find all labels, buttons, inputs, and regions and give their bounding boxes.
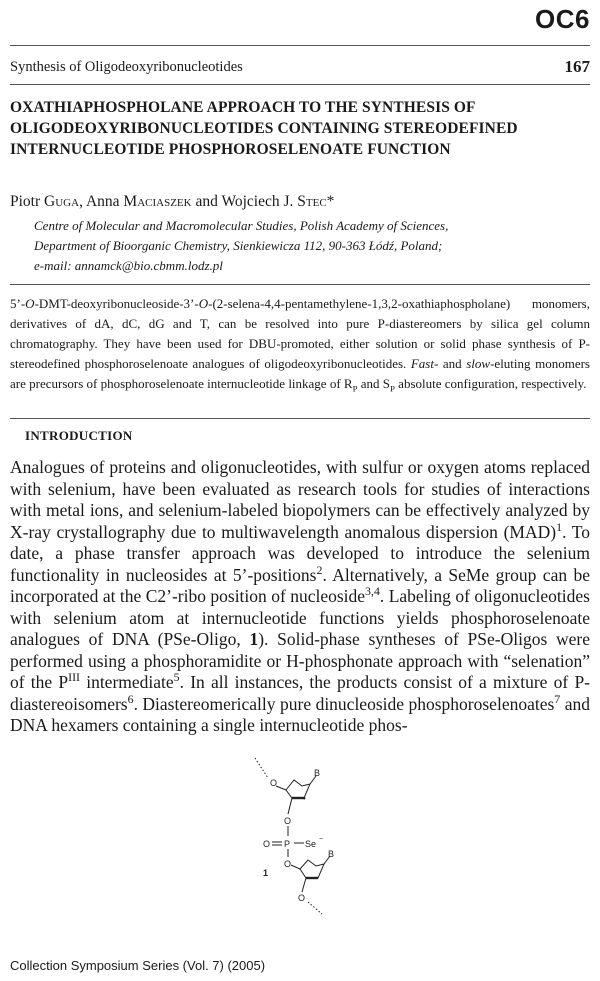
author-given-name: Piotr: [10, 193, 45, 210]
citation: 1: [556, 519, 563, 534]
author-given-name: Anna: [85, 193, 124, 210]
charge-label: −: [319, 836, 324, 843]
article-title: [10, 97, 590, 160]
title-line: INTERNUCLEOTIDE PHOSPHOROSELENOATE FUNCTION: [10, 141, 451, 158]
compound-ref: 1: [249, 629, 259, 649]
author-separator: and: [191, 193, 222, 210]
top-rule: [10, 45, 590, 46]
oxygen-label: O: [284, 816, 292, 826]
abstract-bottom-rule: [10, 418, 590, 419]
title-line: OXATHIAPHOSPHOLANE APPROACH TO THE SYNTHESIS OF: [10, 99, 476, 116]
affiliation-line: Department of Bioorganic Chemistry, Sienkiewicza 112, 90-363 Łódź, Poland;: [34, 238, 443, 253]
oxygen-label: O: [284, 859, 292, 869]
author-surname: Guga: [44, 193, 80, 210]
running-header: [10, 59, 590, 76]
compound-number: 1: [263, 868, 269, 878]
affiliation-line: Centre of Molecular and Macromolecular Studies, Polish Academy of Sciences,: [34, 218, 449, 233]
affiliation-email: e-mail: annamck@bio.cbmm.lodz.pl: [34, 258, 223, 273]
title-line: OLIGODEOXYRIBONUCLEOTIDES CONTAINING STEREODEFINED: [10, 120, 518, 137]
abstract-top-rule: [10, 284, 590, 285]
corresponding-author-mark: *: [326, 193, 335, 210]
introduction-text: Analogues of proteins and oligonucleotides, with sulfur or oxygen atoms replaced with selenium, have been evaluated as research tools for studies of interactions with metal ions, and selenium-labeled biopolymers can be effectively analyzed by X-ray crystallography due to multiwavelength anomalous dispersion (MAD)$^1$. To date, a phase transfer approach was developed to introduce the selenium functionality in nucleosides at 5’-positions$^2$. Alternatively, a SeMe group can be incorporated at the C2’-ribo position of nucleoside$^{3,4}$. Labeling of oligonucleotides with selenium atom at internucleotide functions yields phosphoroselenoate analogues of DNA (PSe-Oligo, 1). Solid-phase syntheses of PSe-Oligos were performed using a phosphoramidite or H-phosphonate approach with “selenation” of the $P^{III}$ intermediate$^5$. In all instances, the products consist of a mixture of P-diastereoisomers$^6$. Diastereomerically pure dinucleoside phosphoroselenoates$^7$ and DNA hexamers containing a single internucleotide phos-: [10, 457, 591, 735]
compound-1-structure: [250, 756, 350, 916]
author-list: [10, 193, 590, 211]
selenium-label: Se: [305, 839, 317, 849]
citation: 7: [554, 691, 561, 706]
abstract: 5’-O-DMT-deoxyribonucleoside-3’-O-(2-selena-4,4-pentamethylene-1,3,2-oxathiaphospholane) monomers, derivatives of dA, dC, dG and T, can be resolved into pure P-diastereomers by silica gel column chromatography. They have been used for DBU-promoted, either solution or solid phase synthesis of P-stereodefined phosphoroselenoate analogues of oligodeoxyribonucleotides. Fast- and slow-eluting monomers are precursors of phosphoroselenoate internucleotide linkage of $R_P$ and $S_P$ absolute configuration, respectively.: [10, 296, 590, 394]
author-surname: Stec: [297, 193, 327, 210]
base-label: B: [314, 768, 321, 778]
journal-code: OC6: [535, 4, 590, 34]
citation: 5: [173, 670, 180, 685]
oxygen-label: O: [263, 839, 271, 849]
phosphorus-label: P: [284, 839, 291, 849]
author-separator: ,: [79, 193, 86, 210]
header-rule: [10, 84, 590, 85]
running-title: Synthesis of Oligodeoxyribonucleotides: [10, 59, 243, 75]
footer-citation: Collection Symposium Series (Vol. 7) (2005): [10, 958, 266, 973]
oxygen-label: O: [270, 778, 278, 788]
page-number: 167: [564, 57, 590, 76]
oxygen-label: O: [298, 893, 306, 903]
base-label: B: [328, 849, 335, 859]
author-surname: Maciaszek: [123, 193, 192, 210]
citation: 6: [127, 691, 134, 706]
citation: 3,4: [365, 584, 380, 599]
author-given-name: Wojciech J.: [221, 193, 298, 210]
affiliation: [34, 216, 590, 276]
citation: 2: [316, 562, 323, 577]
section-heading: INTRODUCTION: [25, 428, 133, 443]
